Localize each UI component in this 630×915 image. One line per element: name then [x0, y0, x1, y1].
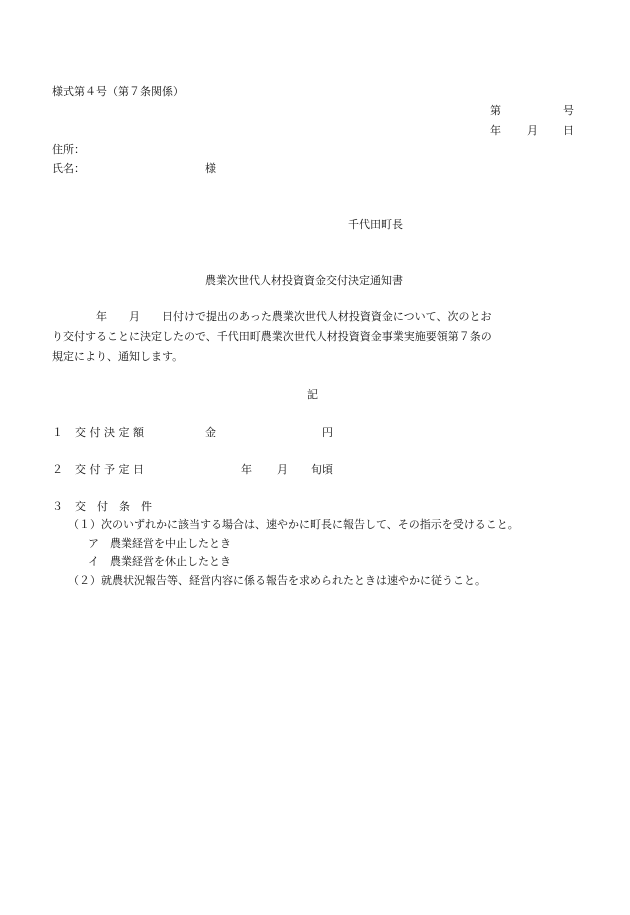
condition-2: （２）就農状況報告等、経営内容に係る報告を求められたときは速やかに従うこと。: [68, 574, 486, 587]
body-paragraph: [52, 307, 532, 367]
body-line: り交付することに決定したので、千代田町農業次世代人材投資資金事業実施要領第７条の: [52, 330, 492, 343]
condition-1a: ア 農業経営を中止したとき: [88, 537, 231, 550]
address-label: 住所：: [52, 143, 85, 156]
date-month: 月: [527, 124, 538, 137]
item2-number: ２: [52, 463, 63, 476]
name-label: 氏名：: [52, 162, 85, 175]
honorific: 様: [205, 162, 216, 175]
condition-1b: イ 農業経営を休止したとき: [88, 555, 231, 568]
body-line: 規定により、通知します。: [52, 350, 184, 363]
body-line: 年 月 日付けで提出のあった農業次世代人材投資資金について、次のとお: [52, 310, 492, 323]
item2-month: 月: [277, 463, 288, 476]
item1-number: １: [52, 426, 63, 439]
date-day: 日: [563, 124, 574, 137]
item2-shun: 旬頃: [311, 463, 333, 476]
form-label: 様式第４号（第７条関係）: [52, 85, 184, 98]
doc-number-dai: 第: [490, 104, 501, 117]
item2-label: 交 付 予 定 日: [75, 463, 144, 476]
condition-1: （１）次のいずれかに該当する場合は、速やかに町長に報告して、その指示を受けること。: [68, 518, 519, 531]
item3-label: 交 付 条 件: [75, 500, 152, 513]
document-title: 農業次世代人材投資資金交付決定通知書: [205, 274, 403, 287]
doc-number-gou: 号: [563, 104, 574, 117]
date-year: 年: [490, 124, 501, 137]
ki-heading: 記: [307, 388, 318, 401]
issuer: 千代田町長: [348, 218, 403, 231]
item1-yen: 円: [322, 426, 333, 439]
item3-number: ３: [52, 500, 63, 513]
item1-kin: 金: [205, 426, 216, 439]
item2-year: 年: [241, 463, 252, 476]
item1-label: 交 付 決 定 額: [75, 426, 144, 439]
